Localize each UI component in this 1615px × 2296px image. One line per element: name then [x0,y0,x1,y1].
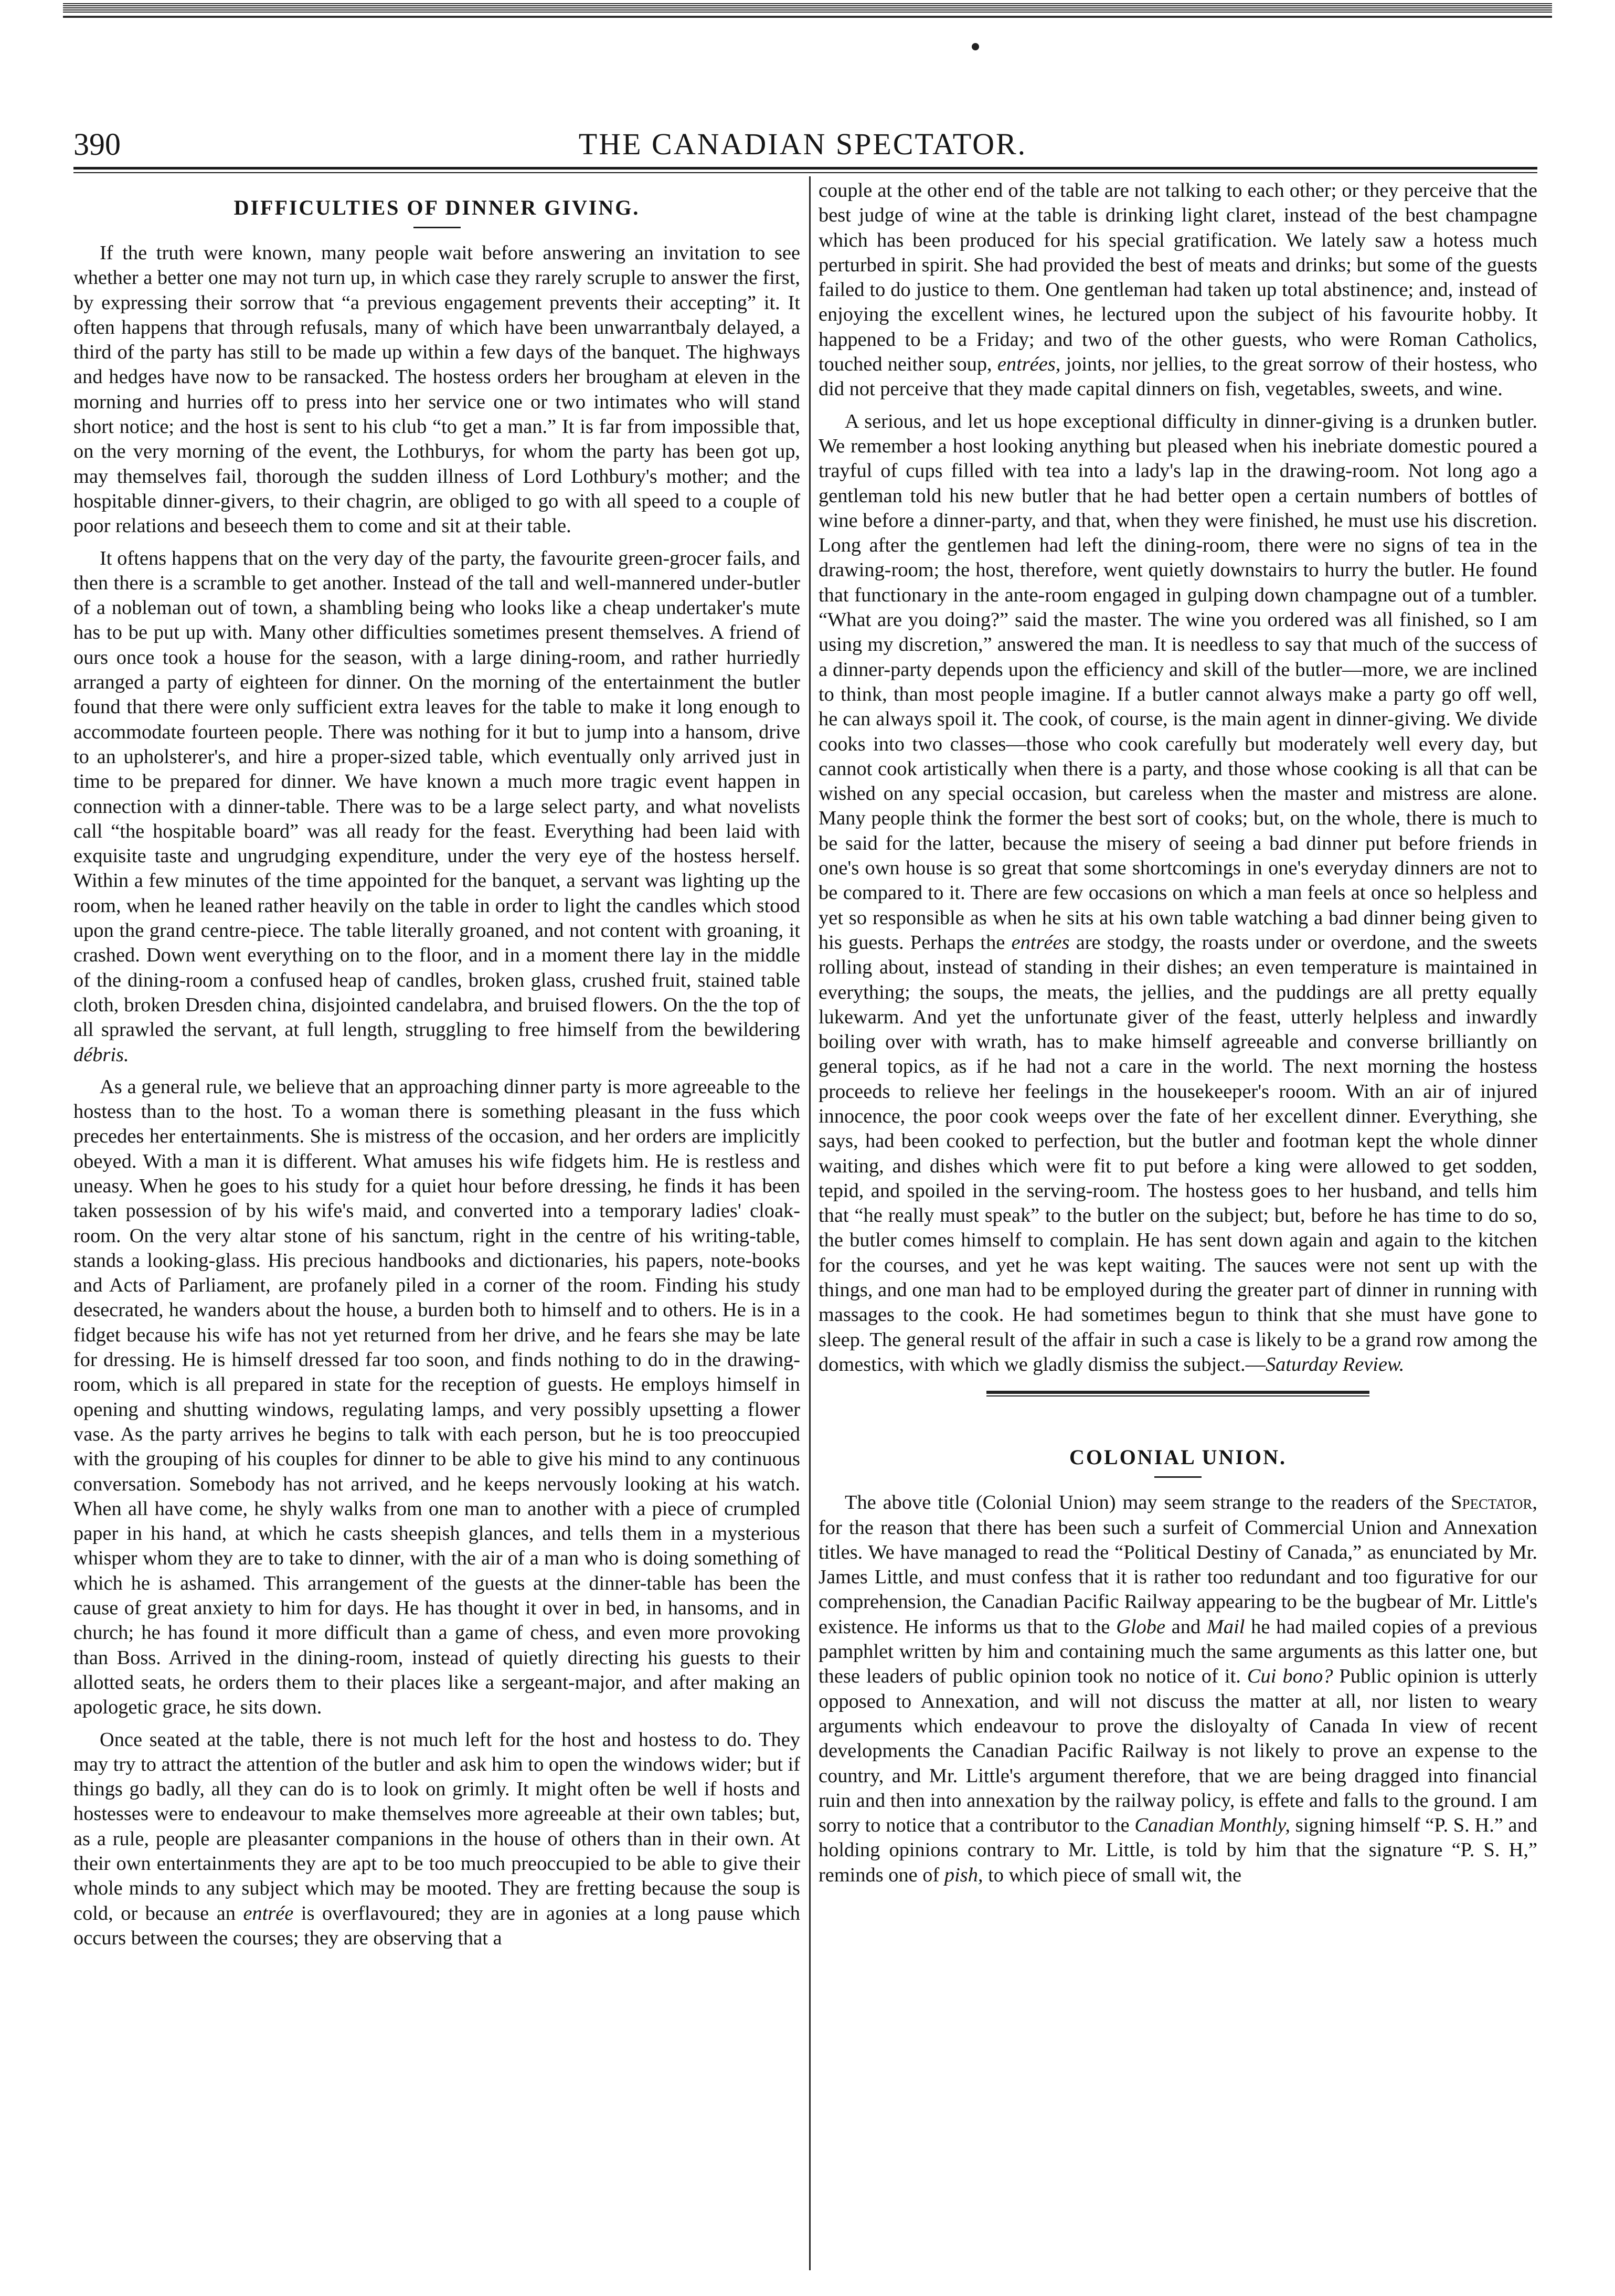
paragraph-text: he had mailed copies of a previous pamphlet written by him and containing much the same arguments as this latter one, but these leaders of public opinion took no notice of it. [819,1615,1537,1688]
top-border-rule-lower [63,16,1552,18]
paragraph-text: for the reason that there has been such a surfeit of Commercial Union and Annexation titles. We have managed to read the “Political Destiny of Canada,” as enunciated by Mr. James Little, and must confess that it is rather too redundant and too figurative for our comprehension, the Canadian Pacific Railway appearing to be the bugbear of Mr. Little's existence. He informs us that to the [819,1516,1537,1638]
italic-word: entrée [243,1902,294,1924]
paragraph [73,546,800,1067]
newspaper-mail: Mail [1206,1615,1245,1638]
header-rule-thin [73,172,1537,173]
paragraph: As a general rule, we believe that an approaching dinner party is more agreeable to the hostess than to the host. To a woman there is something pleasant in the fuss which precedes her entertainments. She is mistress of the occasion, and her orders are implicitly obeyed. With a man it is different. What amuses his wife fidgets him. He is restless and uneasy. When he goes to his study for a quiet hour before dressing, he finds it has been taken possession of by his wife's maid, and converted into a temporary ladies' cloak-room. On the very altar stone of his sanctum, right in the centre of his writing-table, stands a looking-glass. His precious handbooks and dictionaries, his papers, note-books and Acts of Parliament, are profanely piled in a corner of the room. Finding his study desecrated, he wanders about the house, a burden both to himself and to others. He is in a fidget because his wife has not yet returned from her drive, and he fears she may be late for dressing. He is himself dressed far too soon, and finds nothing to do in the drawing-room, which is all prepared in state for the reception of guests. He employs himself in opening and shutting windows, regulating lamps, and very possibly upsetting a flower vase. As the party arrives he begins to talk with each person, but he is too preoccupied with the grouping of his couples for dinner to be able to give his mind to any continuous conversation. Somebody has not arrived, and he keeps nervously looking at his watch. When all have come, he shyly walks from one man to another with a piece of crumpled paper in his hand, at which he casts sheepish glances, and tells them in a mysterious whisper whom they are to take to dinner, with the air of a man who is doing something of which he is ashamed. This arrangement of the guests at the dinner-table has been the cause of great anxiety to him for days. He has thought it over in bed, in hansoms, and in church; he has found it more difficult than a game of chess, and even more provoking than Boss. Arrived in the dining-room, instead of quietly directing his guests to their allotted seats, he orders them to their places like a sergeant-major, and after making an apologetic grace, he sits down. [73,1075,800,1719]
paragraph [73,1728,800,1951]
paragraph-text: Once seated at the table, there is not much left for the host and hostess to do. They may try to attract the attention of the butler and ask him to open the windows wider; but if things go badly, all they can do is to look on grimly. It might often be well if hosts and hostesses were to endeavour to make themselves more agreeable at their own tables; but, as a rule, people are pleasanter companions in the house of others than in their own. At their own entertainments they are apt to be too much preoccupied to be able to give their whole minds to any subject which may be mooted. They are fretting because the soup is cold, or because an [73,1728,800,1924]
page-number: 390 [73,127,121,162]
paragraph-text: to which piece of small wit, the [988,1864,1242,1886]
ink-dot [972,43,979,50]
title-underline [413,227,461,228]
header-rule [73,167,1537,170]
paragraph-text: The above title (Colonial Union) may seem strange to the readers of the [845,1491,1444,1514]
paragraph [819,1490,1537,1888]
source-attribution: Saturday Review. [1265,1353,1405,1376]
title-underline [1154,1476,1202,1478]
publication-name: Spectator, [1451,1491,1537,1514]
paragraph-text: couple at the other end of the table are not talking to each other; or they perceive that the best judge of wine at the table is drinking light claret, instead of the best champagne which has been produced for his special gratification. We lately saw a hotess much perturbed in spirit. She had provided the best of meats and drinks; but some of the guests failed to do justice to them. One gentleman had taken up total abstinence; and, instead of enjoying the excellent wines, he lectured upon the subject of his favourite hobby. It happened to be a Friday; and two of the other guests, who were Roman Catholics, touched neither soup, [819,179,1537,376]
newspaper-globe: Globe [1116,1615,1166,1638]
paragraph: If the truth were known, many people wait before answering an invitation to see whether a better one may not turn up, in which case they rarely scruple to answer the first, by expressing their sorrow that “a previous engagement prevents their accepting” it. It often happens that through refusals, many of which have been unwarrantbaly delayed, a third of the party has still to be made up within a few days of the banquet. The highways and hedges have now to be ransacked. The hostess orders her brougham at eleven in the morning and hurries off to press into her service one or two intimates who will stand short notice; and the host is sent to his club “to get a man.” It is far from impossible that, on the very morning of the event, the Lothburys, for whom the party has been got up, may themselves fail, thorough the sudden illness of Lord Lothbury's mother; and the hospitable dinner-givers, to their chagrin, are obliged to go with all speed to a couple of poor relations and beseech them to come and sit at their table. [73,242,800,537]
paragraph-continued [819,178,1537,402]
paragraph-text: joints, nor jellies, to the great sorrow of their hostess, who did not perceive that they made capital dinners on fish, vegetables, sweets, and wine. [819,353,1537,400]
italic-word: entrées, [997,353,1061,376]
paragraph-text: signing himself “P. S. H.” and holding opinions contrary to Mr. Little, is told by him that the signature “P. S. H,” reminds one of [819,1814,1537,1886]
italic-word: entrées [1011,931,1070,954]
paragraph-text: Public opinion is utterly opposed to Annexation, and will not discuss the matter at all, nor listen to weary arguments which endeavour to prove the disloyalty of Canada In view of recent developments the Canadian Pacific Railway is not likely to prove an expense to the country, and Mr. Little's argument therefore, that we are being dragged into financial ruin and then into annexation by the railway policy, is effete and falls to the ground. I am sorry to notice that a contributor to the [819,1665,1537,1837]
paragraph-text: are stodgy, the roasts under or overdone, and the sweets rolling about, instead of standing in their dishes; an even temperature is maintained in everything; the soups, the meats, the jellies, and the puddings are all pretty equally lukewarm. And yet the unfortunate giver of the feast, utterly helpless and inwardly boiling over with wrath, has to make himself agreeable and converse brilliantly on general topics, as if he had not a care in the world. The next morning the hostess proceeds to relieve her feelings in the housekeeper's rooom. With an air of injured innocence, the poor cook weeps over the fate of her excellent dinner. Everything, she says, had been cooked to perfection, but the butler and footman kept the whole dinner waiting, and dishes which were fit to put before a king were allowed to get sodden, tepid, and spoiled in the serving-room. The hostess goes to her husband, and tells him that “he really must speak” to the butler on the subject; but, before he has time to do so, the butler comes himself to complain. He has sent down again and again to the kitchen for the courses, and yet he was kept waiting. The sauces were not sent up with the things, and one man had to be employed during the greater part of dinner in running with massages to the cook. He had sometimes begun to think that she must have gone to sleep. The general result of the affair in such a case is likely to be a grand row among the domestics, with which we gladly dismiss the subject.— [819,931,1537,1376]
left-column [73,178,800,1951]
article-title-colonial-union: COLONIAL UNION. [1069,1445,1287,1469]
column-divider [809,176,811,2270]
masthead: THE CANADIAN SPECTATOR. [578,127,1027,161]
right-column [819,178,1537,1888]
paragraph [819,409,1537,1378]
publication-monthly: Canadian Monthly, [1134,1814,1290,1837]
top-border-rule [63,3,1552,14]
article-title-dinner-giving: DIFFICULTIES OF DINNER GIVING. [233,196,640,219]
latin-phrase: Cui bono? [1247,1665,1333,1688]
paragraph-text: is overflavoured; they are in agonies at a long pause which occurs between the courses; they are observing that a [73,1902,800,1949]
paragraph-text: A serious, and let us hope exceptional difficulty in dinner-giving is a drunken butler. We remember a host looking anything but pleased when his inebriate domestic poured a trayful of cups filled with tea into a lady's lap in the drawing-room. Not long ago a gentleman told his new butler that he had better open a certain numbers of bottles of wine before a dinner-party, and that, when they were finished, he must use his discretion. Long after the gentlemen had left the dining-room, there were no signs of tea in the drawing-room; the host, therefore, went quietly downstairs to hurry the butler. He found that functionary in the ante-room engaged in gulping down champagne out of a tumbler. “What are you doing?” said the master. The wine you ordered was all finished, so I am using my discretion,” answered the man. It is needless to say that much of the success of a dinner-party depends upon the efficiency and skill of the butler—more, we are inclined to think, than most people imagine. If a butler cannot always make a party go off well, he can always spoil it. The cook, of course, is the main agent in dinner-giving. We divide cooks into two classes—those who cook carefully but moderately well every day, but cannot cook artistically when there is a party, and those whose cooking is all that can be wished on any special occasion, but careless when the master and mistress are alone. Many people think the former the best sort of cooks; but, on the whole, there is much to be said for the latter, because the misery of seeing a bad dinner put before friends in one's own house is so great that some shortcomings in one's everyday dinners are not to be compared to it. There are few occasions on which a man feels at once so helpless and yet so responsible as when he sits at his own table watching a bad dinner being given to his guests. Perhaps the [819,410,1537,954]
section-separator [986,1391,1369,1394]
paragraph-text: and [1171,1615,1201,1638]
paragraph-text: It oftens happens that on the very day of the party, the favourite green-grocer fails, and then there is a scramble to get another. Instead of the tall and well-mannered under-butler of a nobleman out of town, a shambling being who looks like a cheap undertaker's mute has to be put up with. Many other difficulties sometimes present themselves. A friend of ours once took a house for the season, with a large dining-room, and rather hurriedly arranged a party of eighteen for dinner. On the morning of the entertainment the butler found that there were only sufficient extra leaves for the table to make it long enough to accommodate fourteen people. There was nothing for it but to jump into a hansom, drive to an upholsterer's, and hire a proper-sized table, which eventually only arrived just in time to be prepared for dinner. We have known a much more tragic event happen in connection with a dinner-table. There was to be a large select party, and what novelists call “the hospitable board” was all ready for the feast. Everything had been laid with exquisite taste and ungrudging expenditure, under the very eye of the hostess herself. Within a few minutes of the time appointed for the banquet, a servant was lighting up the room, when he leaned rather heavily on the table in order to light the candles which stood upon the grand centre-piece. The table literally groaned, and not content with groaning, it crashed. Down went everything on to the floor, and in a moment there lay in the middle of the dining-room a confused heap of candles, broken glass, crushed fruit, stained table cloth, broken Dresden china, disjointed candelabra, and bruised flowers. On the the top of all sprawled the servant, at full length, struggling to free himself from the bewildering [73,547,800,1041]
italic-word: débris. [73,1043,129,1066]
section-separator-thin [986,1395,1369,1396]
italic-word: pish, [944,1864,983,1886]
